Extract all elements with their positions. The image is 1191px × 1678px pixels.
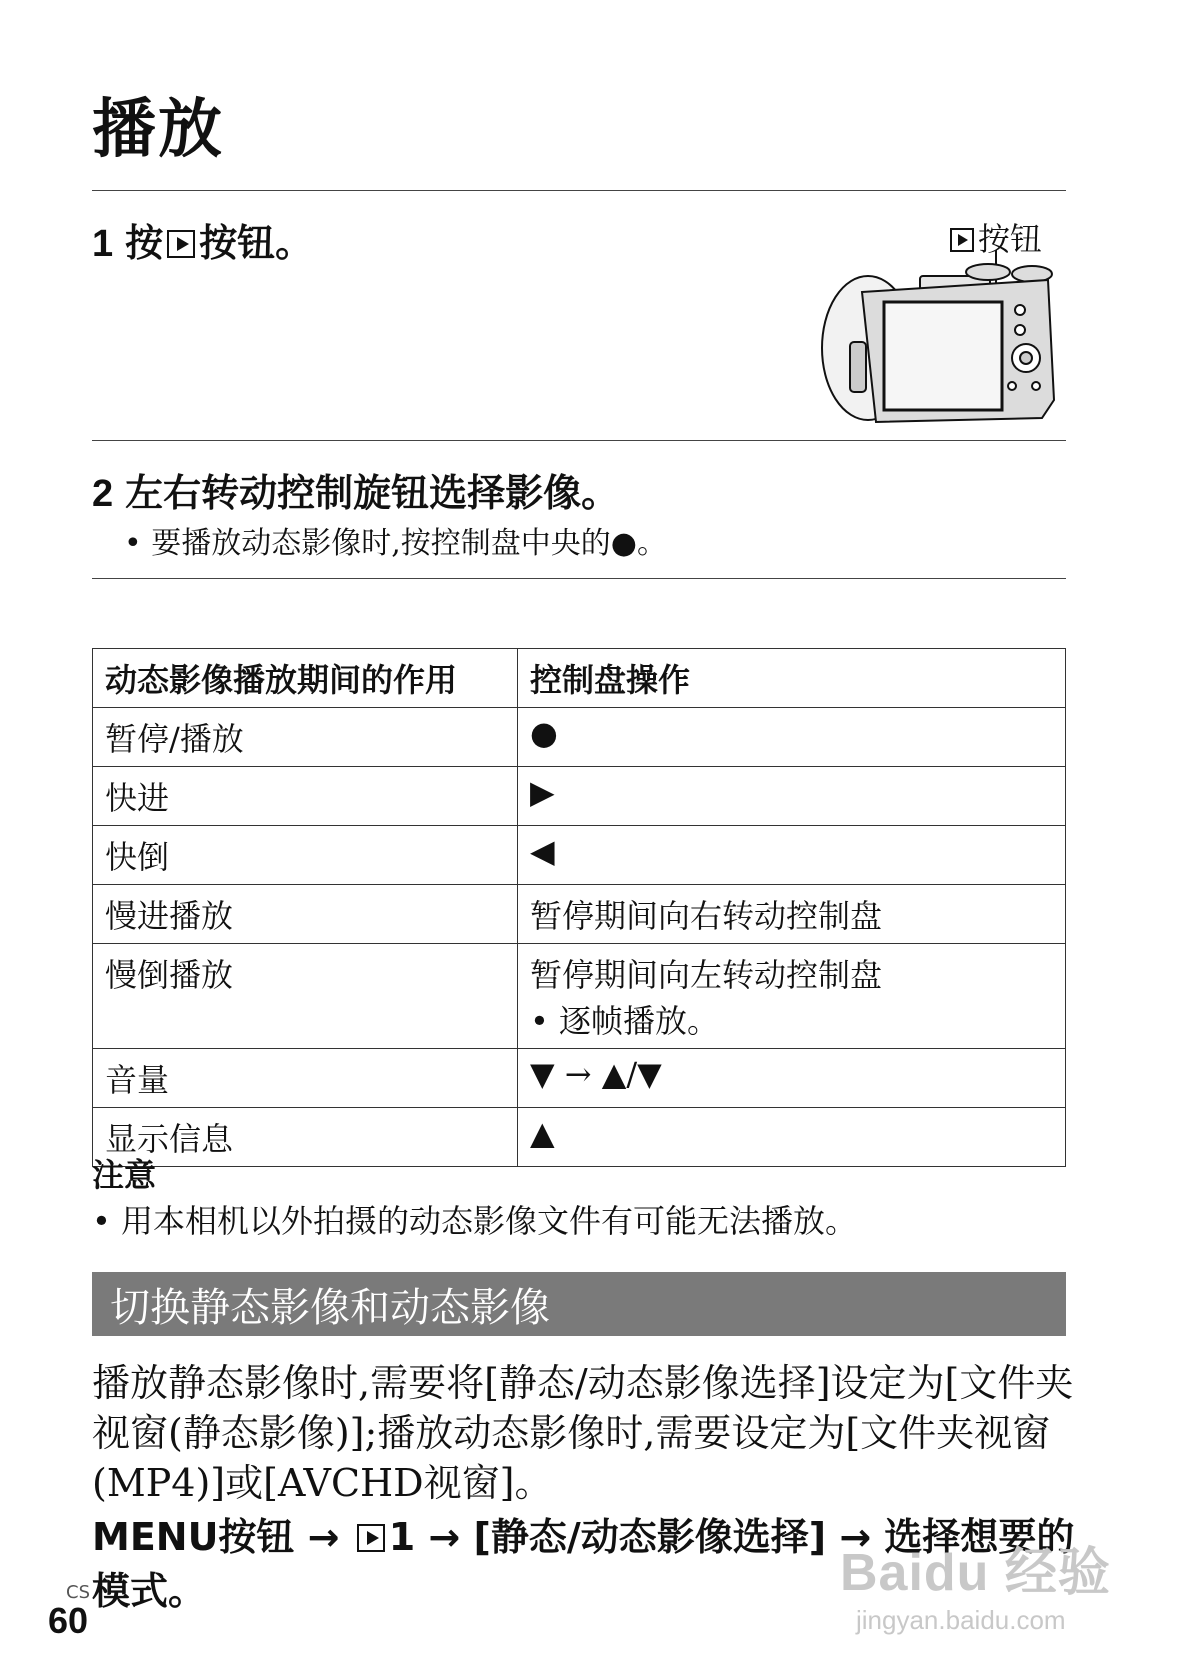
operation-note: • 逐帧播放。 [530, 1002, 720, 1040]
divider [92, 440, 1066, 441]
page-title: 播放 [92, 93, 224, 167]
action-cell: 快倒 [93, 826, 518, 885]
column-header: 控制盘操作 [518, 649, 1066, 708]
operation-cell: ▲ [518, 1108, 1066, 1167]
step-2-note: • 要播放动态影像时,按控制盘中央的●。 [124, 526, 667, 561]
step-2 [92, 462, 619, 517]
step-1 [92, 212, 313, 267]
note-text: • 用本相机以外拍摄的动态影像文件有可能无法播放。 [92, 1202, 858, 1240]
divider [92, 578, 1066, 579]
table-row [93, 944, 1066, 1049]
section-heading: 切换静态影像和动态影像 [92, 1272, 1066, 1336]
step-number: 1 [92, 223, 114, 265]
watermark-logo-text: Baidu 经验 [840, 1544, 1111, 1602]
operation-cell: ▶ [518, 767, 1066, 826]
playback-operations-table [92, 648, 1066, 1167]
step-text-post: 按钮。 [199, 221, 314, 265]
playback-icon [167, 230, 195, 258]
step-number: 2 [92, 473, 114, 515]
section-paragraph: 播放静态影像时,需要将[静态/动态影像选择]设定为[文件夹视窗(静态影像)];播放动态影像时,需要设定为[文件夹视窗(MP4)]或[AVCHD视窗]。 [92, 1361, 1074, 1505]
operation-cell: ● [518, 708, 1066, 767]
action-cell: 暂停/播放 [93, 708, 518, 767]
watermark-url: jingyan.baidu.com [856, 1605, 1066, 1635]
table-row [93, 708, 1066, 767]
playback-icon [357, 1524, 385, 1552]
camera-back-illustration [810, 250, 1070, 450]
operation-cell: 暂停期间向右转动控制盘 [518, 885, 1066, 944]
action-cell: 显示信息 [93, 1108, 518, 1167]
note-heading: 注意 [92, 1156, 157, 1194]
action-cell: 音量 [93, 1049, 518, 1108]
table-row [93, 767, 1066, 826]
step-text: 左右转动控制旋钮选择影像。 [125, 471, 620, 515]
action-cell: 慢倒播放 [93, 944, 518, 1049]
callout-label: 按钮 [978, 220, 1043, 258]
table-row [93, 885, 1066, 944]
operation-cell [518, 944, 1066, 1049]
language-code: CS [66, 1582, 90, 1603]
table-row [93, 826, 1066, 885]
table-row [93, 1049, 1066, 1108]
operation-cell: ◀ [518, 826, 1066, 885]
page-number: 60 [48, 1600, 89, 1641]
action-cell: 慢进播放 [93, 885, 518, 944]
step-text-pre: 按 [125, 221, 164, 265]
operation-cell: ▼ → ▲/▼ [518, 1049, 1066, 1108]
menu-path-start: MENU按钮 → [92, 1515, 353, 1559]
table-row [93, 1108, 1066, 1167]
table-header-row [93, 649, 1066, 708]
action-cell: 快进 [93, 767, 518, 826]
playback-icon [950, 228, 974, 252]
watermark [840, 1530, 1111, 1636]
operation-text: 暂停期间向左转动控制盘 [530, 956, 883, 994]
column-header: 动态影像播放期间的作用 [93, 649, 518, 708]
divider [92, 190, 1066, 191]
menu-path-end: 1 → [静态/动态影像选择] → 选择想要的模式。 [92, 1515, 1075, 1613]
